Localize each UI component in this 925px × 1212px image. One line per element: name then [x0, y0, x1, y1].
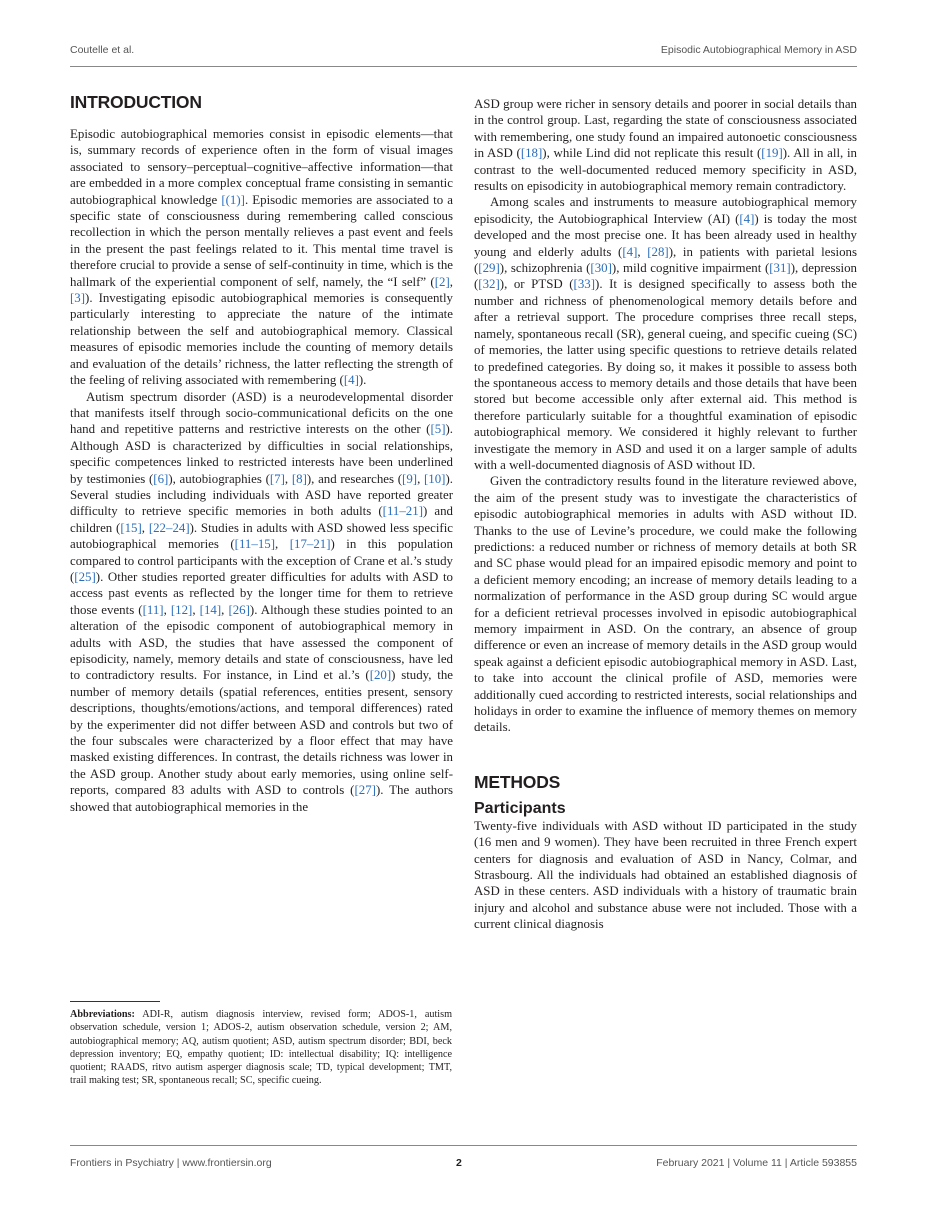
introduction-heading: INTRODUCTION [70, 92, 202, 112]
citation-link[interactable]: [4] [739, 211, 755, 226]
header-authors: Coutelle et al. [70, 44, 135, 56]
citation-link[interactable]: [9] [402, 471, 418, 486]
footer-journal[interactable]: Frontiers in Psychiatry | www.frontiersin.org [70, 1157, 272, 1169]
participants-subheading: Participants [474, 799, 566, 817]
citation-link[interactable]: [15] [120, 520, 142, 535]
citation-link[interactable]: [2] [434, 274, 450, 289]
citation-link[interactable]: [26] [228, 602, 250, 617]
footnote-rule [70, 1001, 160, 1002]
citation-link[interactable]: [28] [647, 244, 669, 259]
citation-link[interactable]: [27] [354, 783, 376, 798]
intro-paragraph-1: Episodic autobiographical memories consist in episodic elements—that is, summary records of experience often in the form of visual images associated to sensory–perceptual–cognitive–affective information—that are embedded in a more complex conceptual frame consisting in semantic autobiographical knowledge [(1)]. Episodic memories are associated to a specific state of consciousness during remembering called conscious recollection in which the person mentally relieves a past event and feels in the present the past feelings related to it. This mental time travel is therefore crucial to provide a sense of self-continuity in time, which is the hallmark of the experiential component of self, namely, the “I self” ([2], [3]). Investigating episodic autobiographical memories is consequently particularly interesting to appreciate the nature of the intimate relationship between the self and autobiographical memory. Classical measures of episodic memories include the counting of memory details and evaluation of the details’ richness, the latter reflecting the strength of the feeling of reliving associated with remembering ([4]). [70, 127, 453, 388]
citation-link[interactable]: [22–24] [148, 520, 190, 535]
methods-heading: METHODS [474, 771, 561, 792]
citation-link[interactable]: [31] [769, 261, 791, 276]
citation-link[interactable]: [17–21] [289, 537, 331, 552]
header-running-title: Episodic Autobiographical Memory in ASD [660, 44, 857, 56]
intro-paragraph-3: ASD group were richer in sensory details and poorer in social details than in the control group. Last, regarding the state of consciousness associated with remembering, one study found an impaired autonoetic consciousness in ASD ([18]), while Lind did not replicate this result ([19]). All in all, in contrast to the well-documented reduced memory specificity in ASD, results on episodicity in autobiographical memory remain contradictory. [474, 97, 858, 194]
citation-link[interactable]: [8] [291, 471, 307, 486]
citation-link[interactable]: [3] [70, 291, 86, 306]
abbreviations-text: ADI-R, autism diagnosis interview, revised form; ADOS-1, autism observation schedule, version 1; ADOS-2, autism observation schedule, version 2; AM, autobiographical memory; AQ, autism quotient; ASD, autism spectrum disorder; BDI, beck depression inventory; EQ, empathy quotient; ID: intellectual disability; IQ: intelligence quotient; RAADS, ritvo autism asperger diagnosis scale; TD, typical development; TMT, trail making test; SR, spontaneous recall; SC, specific cueing. [70, 1009, 452, 1087]
intro-paragraph-5: Given the contradictory results found in the literature reviewed above, the aim of the present study was to investigate the characteristics of episodic autobiographical memories in adults with ASD without ID. Thanks to the use of Levine’s procedure, we could make the following predictions: a reduced number or richness of memory details at both SR and SC phase would plead for an impaired episodic memory and point to a deficient memory encoding; an increase of memory details leading to a normalization of performance in the ASD group during SC would argue for a deficient retrieval processes involved in episodic autobiographical memory impairment in ASD. On the contrary, an absence of group difference or even an increase of memory details in the ASD group would speak against a deficient episodic autobiographical memory in ASD. Last, to take into account the clinical profile of ASD, memories were additionally cued according to restricted interests, social relationships and holidays in order to examine the influence of memory themes on memory details. [474, 474, 857, 735]
footer-rule [70, 1145, 857, 1146]
citation-link[interactable]: [30] [590, 261, 612, 276]
abbreviations-label: Abbreviations: [70, 1009, 135, 1020]
abbreviations-footnote [70, 1008, 452, 1088]
citation-link[interactable]: [32] [478, 277, 500, 292]
citation-link[interactable]: [4] [622, 244, 638, 259]
citation-link[interactable]: [20] [369, 668, 392, 683]
citation-link[interactable]: [12] [170, 602, 193, 617]
citation-link[interactable]: [(1)] [221, 192, 245, 207]
participants-paragraph: Twenty-five individuals with ASD without ID participated in the study (16 men and 9 women). They have been recruited in three French expert centers for diagnosis and evaluation of ASD in Nancy, Colmar, and Strasbourg. All the individuals had obtained an established diagnosis of ASD in these centers. ASD individuals with a history of traumatic brain injury and alcohol and substance abuse were not included. Those with a current clinical diagnosis [474, 818, 857, 932]
citation-link[interactable]: [25] [74, 569, 96, 584]
citation-link[interactable]: [5] [430, 422, 446, 437]
page-number: 2 [456, 1157, 462, 1169]
citation-link[interactable]: [18] [520, 146, 543, 161]
citation-link[interactable]: [11–21] [382, 504, 423, 519]
citation-link[interactable]: [6] [153, 471, 169, 486]
intro-paragraph-4: Among scales and instruments to measure autobiographical memory episodicity, the Autobiographical Interview (AI) ([4]) is today the most developed and the most precise one. It has been already used in healthy young and elderly adults ([4], [28]), in patients with parietal lesions ([29]), schizophrenia ([30]), mild cognitive impairment ([31]), depression ([32]), or PTSD ([33]). It is designed specifically to assess both the number and richness of phenomenological memory details before and after a retrieval support. The procedure comprises three recall steps, namely, spontaneous recall (SR), general cueing, and specific cueing (SC) of memories, the latter using specific questions to retrieve details related to predefined categories. By doing so, it makes it possible to assess both the spontaneous access to memory details and those details that have been stored but become accessible only after external aid. This method is therefore particularly suitable for a thoughtful examination of episodic autobiographical memory. We considered it highly relevant to further investigate the memory in ASD and used it on a larger sample of adults with a well-documented diagnosis of ASD without ID. [474, 195, 857, 472]
citation-link[interactable]: [7] [269, 471, 285, 486]
citation-link[interactable]: [29] [478, 261, 500, 276]
citation-link[interactable]: [33] [573, 277, 596, 292]
citation-link[interactable]: [11–15] [234, 537, 276, 552]
citation-link[interactable]: [11] [142, 602, 164, 617]
intro-paragraph-2: Autism spectrum disorder (ASD) is a neurodevelopmental disorder that manifests itself through socio-communicational deficits on the one hand and repetitive patterns and restrictive interests on the other ([5]). Although ASD is characterized by difficulties in social relationships, specific competences linked to restricted interests have been underlined by testimonies ([6]), autobiographies ([7], [8]), and researches ([9], [10]). Several studies including individuals with ASD have reported greater difficulty to retrieve specific memories in both adults ([11–21]) and children ([15], [22–24]). Studies in adults with ASD showed less specific autobiographical memories ([11–15], [17–21]) in this population compared to control participants with the exception of Crane et al.’s study ([25]). Other studies reported greater difficulties for adults with ASD to access past events as reflected by the longer time for them to retrieve those events ([11], [12], [14], [26]). Although these studies pointed to an alteration of the episodic component of autobiographical memory in adults with ASD, the studies that have assessed the component of episodicity, namely, memory details and state of consciousness, have led to contradictory results. For instance, in Lind et al.’s ([20]) study, the number of memory details (spatial references, entities present, sensory descriptions, thoughts/emotions/actions, and temporal differences) rated by the experimenter did not differ between ASD and controls but two of the four subscales were characterized by a floor effect that may have masked existing differences. In contrast, the details richness was lower in the ASD group. Another study about early memories, using online self-reports, compared 83 adults with ASD to controls ([27]). The authors showed that autobiographical memories in the [70, 389, 453, 814]
citation-link[interactable]: [4] [343, 373, 359, 388]
citation-link[interactable]: [10] [424, 471, 446, 486]
footer-date-volume: February 2021 | Volume 11 | Article 593855 [656, 1157, 857, 1169]
header-rule [70, 66, 857, 67]
citation-link[interactable]: [19] [761, 146, 783, 161]
left-column [70, 92, 453, 815]
citation-link[interactable]: [14] [199, 602, 222, 617]
right-column [474, 96, 857, 933]
